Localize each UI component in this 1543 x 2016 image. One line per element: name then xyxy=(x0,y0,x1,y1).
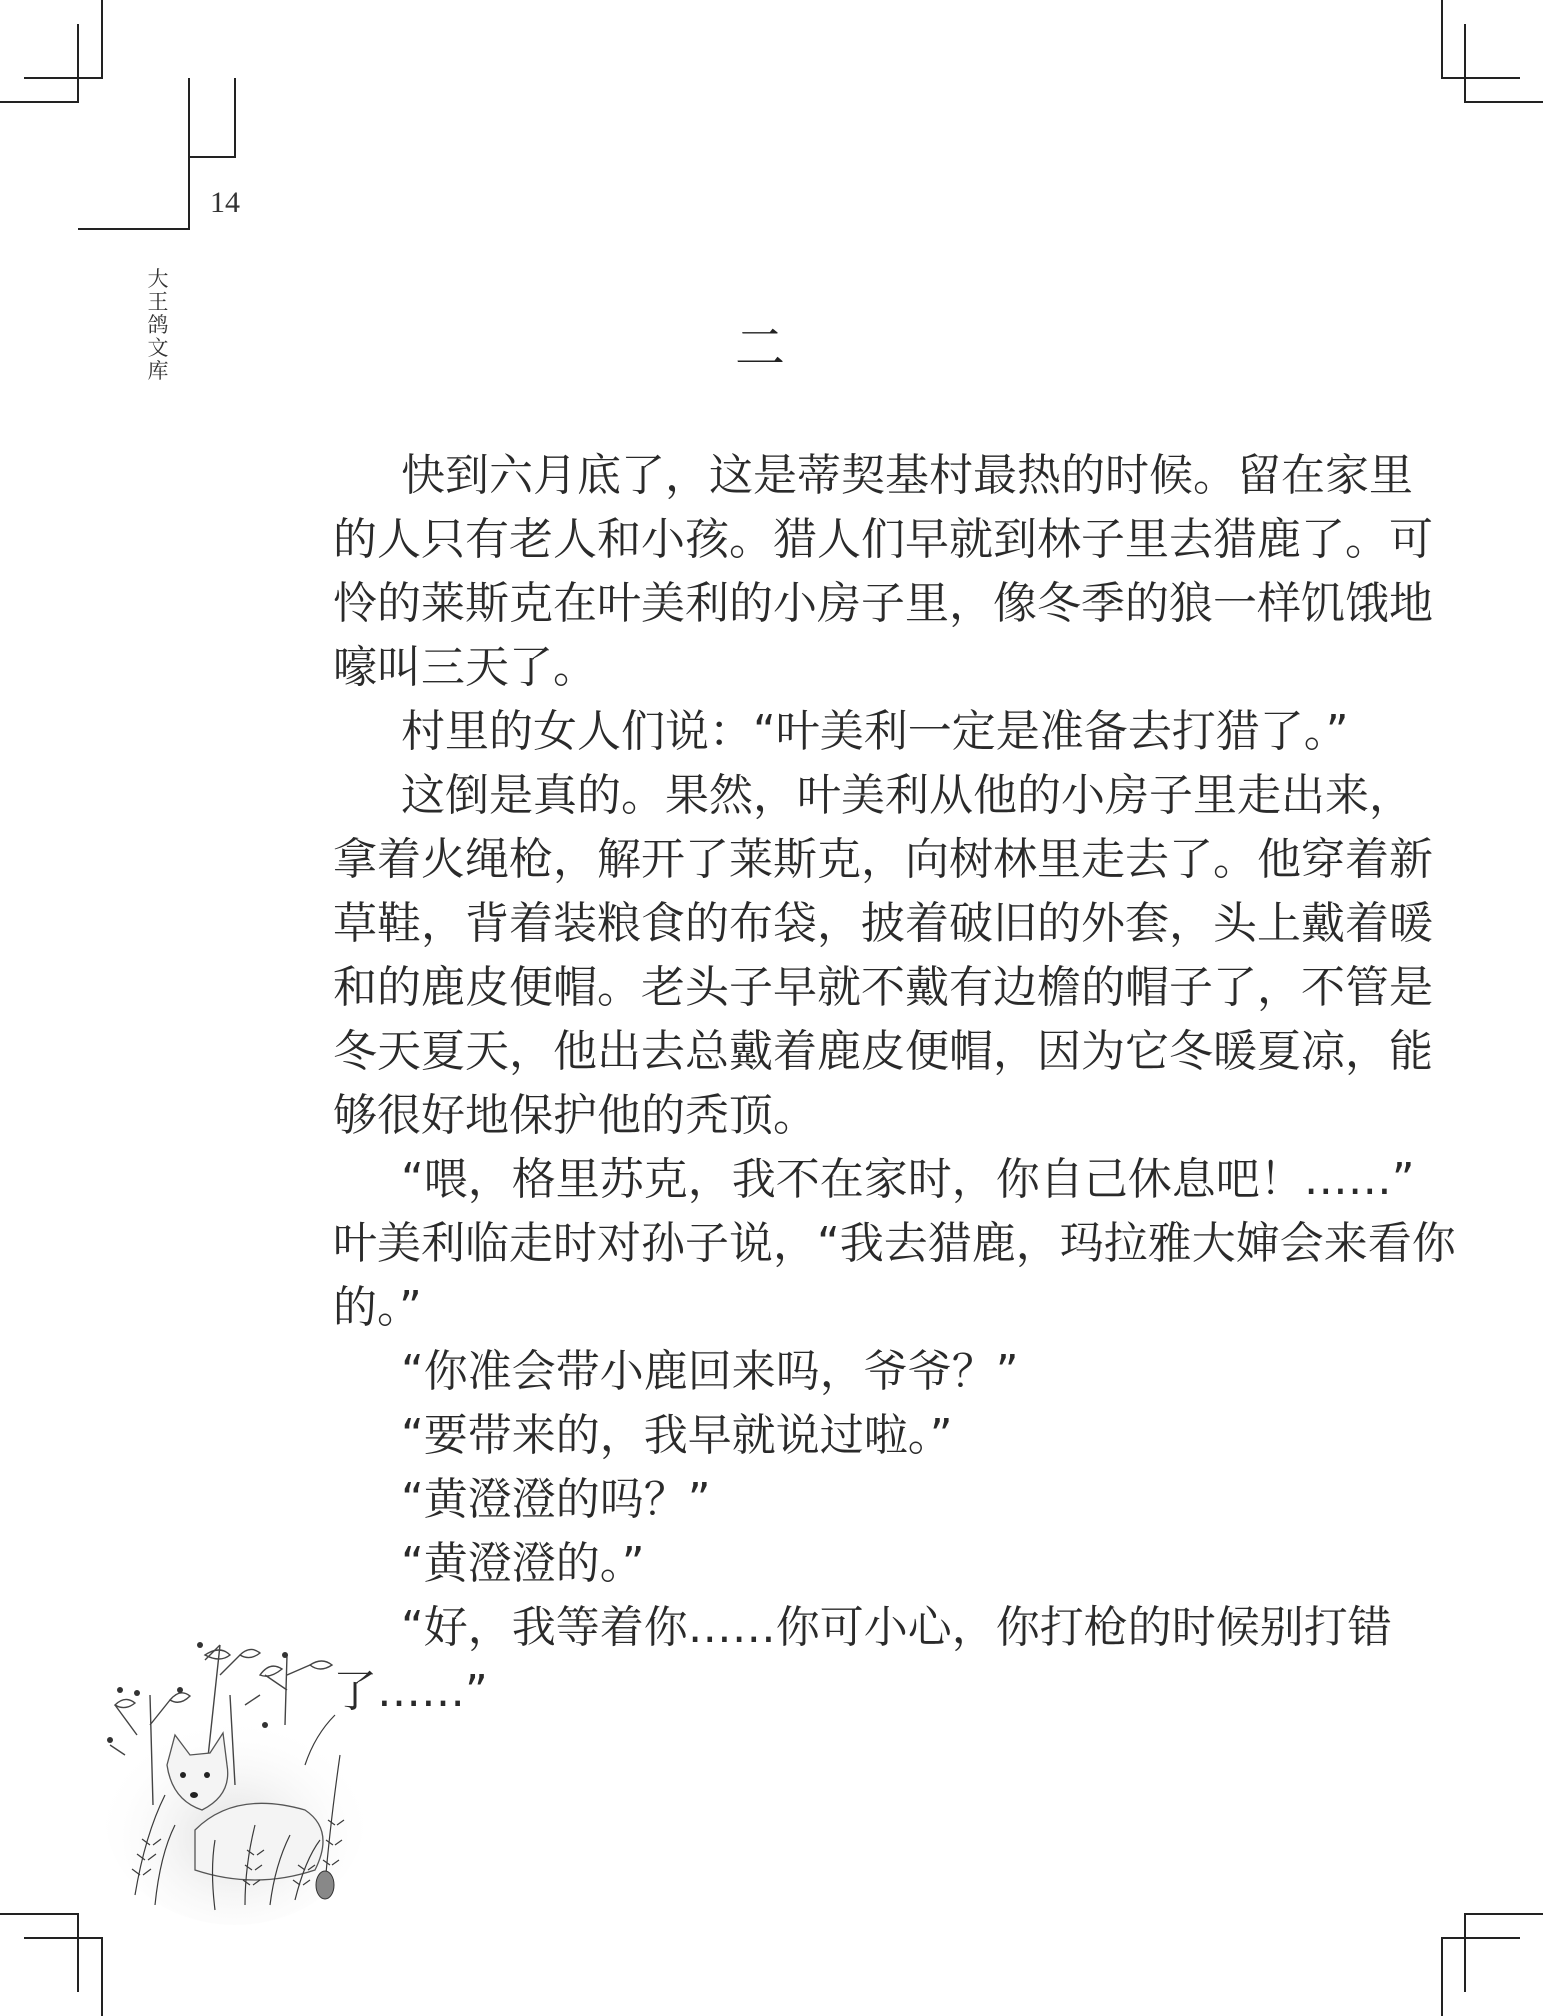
crop-mark xyxy=(77,1913,79,1992)
crop-mark xyxy=(0,1913,79,1915)
series-title-char: 鸽 xyxy=(147,313,169,337)
text-line: 够很好地保护他的秃顶。 xyxy=(333,1090,817,1141)
page-frame-line xyxy=(78,228,190,230)
text-line: 和的鹿皮便帽。老头子早就不戴有边檐的帽子了，不管是 xyxy=(333,962,1433,1013)
text-line: 怜的莱斯克在叶美利的小房子里，像冬季的狼一样饥饿地 xyxy=(333,578,1433,629)
crop-mark xyxy=(1464,101,1543,103)
text-line: “黄澄澄的吗？” xyxy=(401,1474,711,1525)
crop-mark xyxy=(0,101,79,103)
fox-illustration xyxy=(95,1615,365,1925)
text-line: “好，我等着你……你可小心，你打枪的时候别打错 xyxy=(401,1602,1392,1653)
text-line: 快到六月底了，这是蒂契基村最热的时候。留在家里 xyxy=(401,450,1413,501)
text-line: “黄澄澄的。” xyxy=(401,1538,645,1589)
crop-mark xyxy=(101,0,103,79)
page-frame-line xyxy=(234,78,236,158)
crop-mark xyxy=(1464,24,1466,103)
series-title-char: 库 xyxy=(147,359,169,383)
chapter-heading: 二 xyxy=(735,319,785,377)
text-line: 嚎叫三天了。 xyxy=(333,642,597,693)
page-frame-line xyxy=(188,156,236,158)
text-line: “要带来的，我早就说过啦。” xyxy=(401,1410,953,1461)
page-number: 14 xyxy=(210,186,240,219)
crop-mark xyxy=(1441,77,1520,79)
text-line: 的。” xyxy=(333,1282,422,1333)
text-line: “你准会带小鹿回来吗，爷爷？” xyxy=(401,1346,1019,1397)
series-title-char: 王 xyxy=(147,290,169,314)
crop-mark xyxy=(77,24,79,103)
text-line: 这倒是真的。果然，叶美利从他的小房子里走出来， xyxy=(401,770,1413,821)
crop-mark xyxy=(1464,1913,1466,1992)
text-line: “喂，格里苏克，我不在家时，你自己休息吧！……” xyxy=(401,1154,1415,1205)
crop-mark xyxy=(24,77,103,79)
crop-mark xyxy=(1441,1937,1520,1939)
text-line: 拿着火绳枪，解开了莱斯克，向树林里走去了。他穿着新 xyxy=(333,834,1433,885)
crop-mark xyxy=(1441,1937,1443,2016)
text-line: 的人只有老人和小孩。猎人们早就到林子里去猎鹿了。可 xyxy=(333,514,1433,565)
crop-mark xyxy=(1464,1913,1543,1915)
series-title-vertical xyxy=(145,268,171,383)
page-frame-line xyxy=(188,78,190,230)
series-title-char: 大 xyxy=(147,267,169,291)
text-line: 叶美利临走时对孙子说，“我去猎鹿，玛拉雅大婶会来看你 xyxy=(333,1218,1456,1269)
text-line: 冬天夏天，他出去总戴着鹿皮便帽，因为它冬暖夏凉，能 xyxy=(333,1026,1433,1077)
body-text xyxy=(333,444,1456,1724)
crop-mark xyxy=(24,1937,103,1939)
crop-mark xyxy=(101,1937,103,2016)
text-line: 了……” xyxy=(333,1666,488,1717)
crop-mark xyxy=(1441,0,1443,79)
text-line: 村里的女人们说：“叶美利一定是准备去打猎了。” xyxy=(401,706,1349,757)
text-line: 草鞋，背着装粮食的布袋，披着破旧的外套，头上戴着暖 xyxy=(333,898,1433,949)
series-title-char: 文 xyxy=(147,336,169,360)
